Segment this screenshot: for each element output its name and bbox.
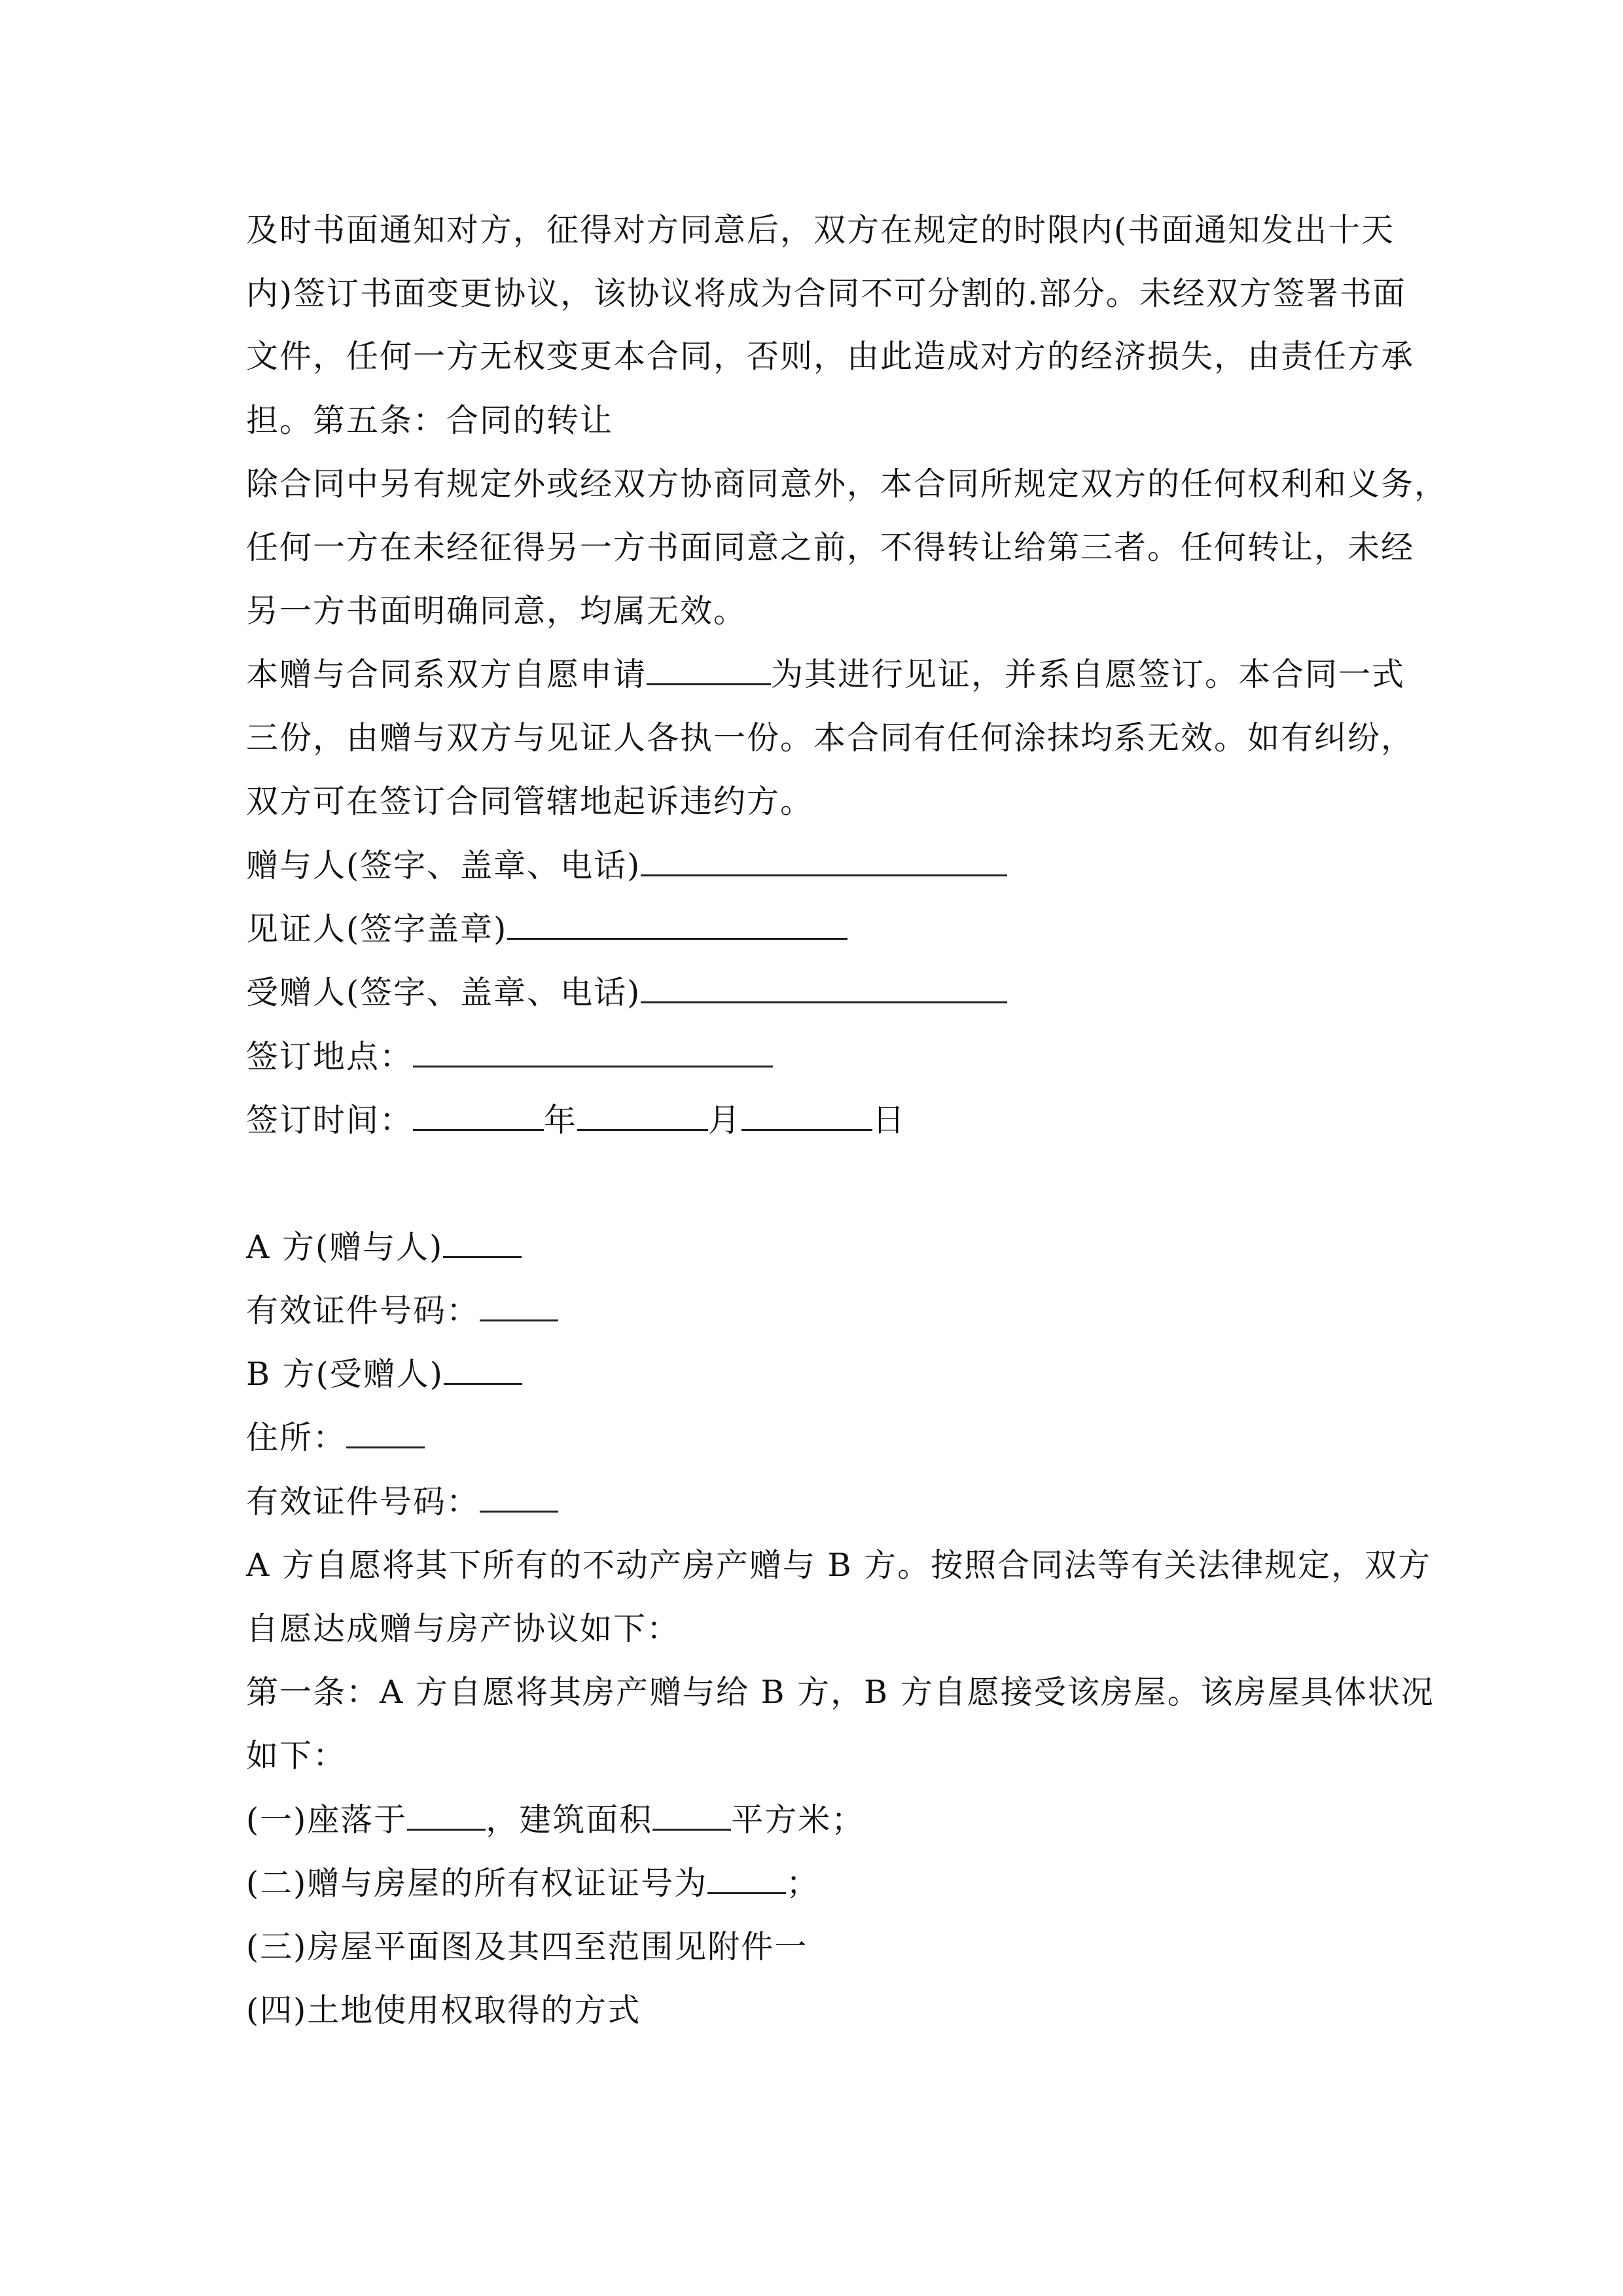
text: ，建筑面积: [486, 1801, 653, 1839]
paragraph-line: [246, 652, 1405, 698]
text: A 方自愿将其下所有的不动产房产赠与 B 方。按照合同法等有关法律规定，双方: [246, 1547, 1432, 1584]
party-b-address-blank[interactable]: [346, 1418, 425, 1448]
donee-signature-blank[interactable]: [641, 973, 1007, 1003]
label: B 方(受赠人): [246, 1355, 444, 1393]
donor-signature-blank[interactable]: [641, 846, 1007, 876]
certificate-number-blank[interactable]: [707, 1863, 786, 1894]
label: 年: [544, 1102, 578, 1139]
text: (四)土地使用权取得的方式: [246, 1992, 641, 2029]
label: 签订地点：: [246, 1038, 414, 1075]
text: (二)赠与房屋的所有权证证号为: [246, 1865, 708, 1902]
party-b-id: [246, 1479, 558, 1525]
item-one: [246, 1797, 865, 1843]
paragraph-line: [246, 398, 613, 444]
text: 本赠与合同系双方自愿申请: [246, 656, 647, 693]
text: 除合同中另有规定外或经双方协商同意外，本合同所规定双方的任何权利和义务，: [246, 465, 1448, 503]
text: ；: [786, 1865, 820, 1902]
label: 日: [872, 1102, 906, 1139]
text: 如下：: [246, 1737, 347, 1774]
paragraph-line: [246, 271, 1406, 317]
blank-field[interactable]: [647, 655, 771, 685]
text: (一)座落于: [246, 1801, 408, 1839]
signing-place-blank[interactable]: [413, 1037, 773, 1067]
label: 月: [708, 1102, 742, 1139]
paragraph-line: [246, 334, 1414, 380]
area-blank[interactable]: [652, 1800, 731, 1831]
text: 自愿达成赠与房产协议如下：: [246, 1610, 681, 1647]
party-b-address: [246, 1415, 425, 1461]
text: 三份，由赠与双方与见证人各执一份。本合同有任何涂抹均系无效。如有纠纷，: [246, 719, 1415, 757]
label: 签订时间：: [246, 1102, 414, 1139]
party-b-blank[interactable]: [444, 1354, 522, 1385]
signing-place: [246, 1034, 773, 1080]
party-a-id: [246, 1288, 558, 1334]
text: (三)房屋平面图及其四至范围见附件一: [246, 1928, 808, 1965]
label: 住所：: [246, 1419, 347, 1456]
party-a: [246, 1225, 522, 1270]
item-four: [246, 1988, 641, 2034]
text: 平方米；: [731, 1801, 865, 1839]
label: A 方(赠与人): [246, 1229, 444, 1266]
text: 文件，任何一方无权变更本合同，否则，由此造成对方的经济损失，由责任方承: [246, 338, 1415, 375]
paragraph-line: [246, 525, 1414, 571]
location-blank[interactable]: [407, 1800, 486, 1831]
paragraph-line: [246, 1543, 1431, 1588]
year-blank[interactable]: [413, 1100, 544, 1131]
text: 担。第五条：合同的转让: [246, 402, 614, 439]
label: 赠与人(签字、盖章、电话): [246, 847, 641, 884]
party-a-blank[interactable]: [443, 1227, 522, 1258]
party-a-id-blank[interactable]: [480, 1291, 558, 1321]
paragraph-line: [246, 1670, 1435, 1715]
month-blank[interactable]: [577, 1100, 708, 1131]
witness-signature-blank[interactable]: [507, 909, 847, 940]
text: 及时书面通知对方，征得对方同意后，双方在规定的时限内(书面通知发出十天: [246, 211, 1395, 249]
party-b-id-blank[interactable]: [480, 1482, 558, 1513]
text: 任何一方在未经征得另一方书面同意之前，不得转让给第三者。任何转让，未经: [246, 529, 1415, 566]
paragraph-line: [246, 588, 747, 634]
paragraph-line: [246, 461, 1448, 507]
paragraph-line: [246, 779, 813, 825]
text: 另一方书面明确同意，均属无效。: [246, 592, 747, 630]
text: 双方可在签订合同管辖地起诉违约方。: [246, 783, 814, 820]
label: 受赠人(签字、盖章、电话): [246, 974, 641, 1011]
text: 为其进行见证，并系自愿签订。本合同一式: [771, 656, 1406, 693]
text: 第一条：A 方自愿将其房产赠与给 B 方，B 方自愿接受该房屋。该房屋具体状况: [246, 1674, 1435, 1711]
signature-donee: [246, 970, 1007, 1016]
signature-witness: [246, 906, 847, 952]
label: 有效证件号码：: [246, 1483, 480, 1520]
party-b: [246, 1352, 522, 1397]
text: 内)签订书面变更协议，该协议将成为合同不可分割的.部分。未经双方签署书面: [246, 275, 1406, 312]
day-blank[interactable]: [741, 1100, 872, 1131]
signature-donor: [246, 843, 1007, 889]
label: 见证人(签字盖章): [246, 910, 508, 948]
paragraph-line: [246, 207, 1395, 253]
paragraph-line: [246, 1733, 346, 1779]
paragraph-line: [246, 715, 1414, 761]
signing-time: [246, 1098, 906, 1143]
item-three: [246, 1924, 808, 1970]
paragraph-line: [246, 1606, 680, 1652]
label: 有效证件号码：: [246, 1292, 480, 1329]
item-two: [246, 1861, 819, 1907]
